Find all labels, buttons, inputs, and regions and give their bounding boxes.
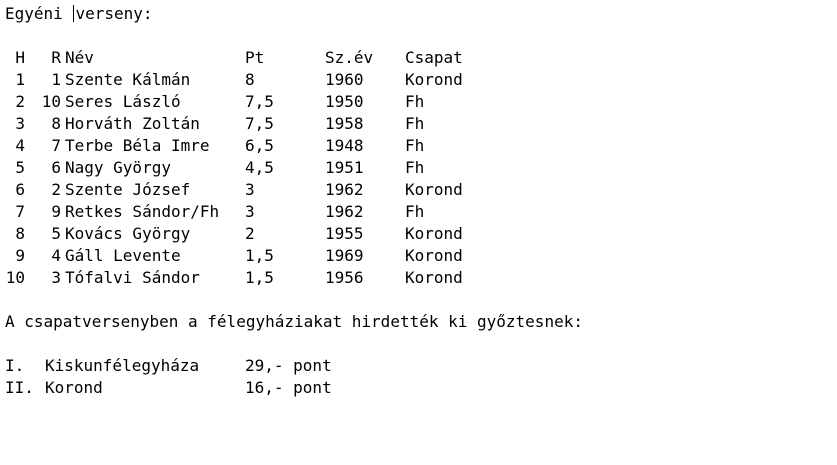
cell-h: 3 xyxy=(15,114,25,133)
cell-name: Terbe Béla Imre xyxy=(65,136,210,155)
cell-year: 1962 xyxy=(325,202,364,221)
table-row xyxy=(5,179,525,201)
cell-r: 5 xyxy=(51,224,61,243)
section-title-part2: verseny: xyxy=(75,4,153,23)
cell-h: 9 xyxy=(15,246,25,265)
table-row xyxy=(5,245,525,267)
cell-r: 6 xyxy=(51,158,61,177)
cell-pt: 4,5 xyxy=(245,158,274,177)
team-name: Korond xyxy=(45,378,103,397)
cell-team: Fh xyxy=(405,92,425,111)
table-row xyxy=(5,91,525,113)
cell-pt: 3 xyxy=(245,180,255,199)
cell-r: 3 xyxy=(51,268,61,287)
cell-team: Korond xyxy=(405,224,463,243)
cell-r: 7 xyxy=(51,136,61,155)
cell-name: Gáll Levente xyxy=(65,246,181,265)
team-rank: II. xyxy=(5,378,34,397)
team-points: 29,- pont xyxy=(245,356,332,375)
cell-r: 10 xyxy=(41,92,61,111)
cell-r: 8 xyxy=(51,114,61,133)
cell-year: 1956 xyxy=(325,268,364,287)
cell-pt: 2 xyxy=(245,224,255,243)
table-row xyxy=(5,157,525,179)
section-title xyxy=(5,3,153,25)
header-name: Név xyxy=(65,48,94,67)
cell-year: 1948 xyxy=(325,136,364,155)
table-row xyxy=(5,267,525,289)
cell-h: 10 xyxy=(5,268,25,287)
cell-team: Fh xyxy=(405,136,425,155)
table-row xyxy=(5,135,525,157)
cell-pt: 8 xyxy=(245,70,255,89)
cell-r: 9 xyxy=(51,202,61,221)
cell-pt: 7,5 xyxy=(245,92,274,111)
team-result-row xyxy=(5,377,405,399)
cell-pt: 7,5 xyxy=(245,114,274,133)
cell-team: Fh xyxy=(405,158,425,177)
cell-pt: 6,5 xyxy=(245,136,274,155)
cell-name: Seres László xyxy=(65,92,181,111)
team-result-row xyxy=(5,355,405,377)
table-row xyxy=(5,201,525,223)
cell-h: 2 xyxy=(15,92,25,111)
cell-year: 1962 xyxy=(325,180,364,199)
cell-name: Tófalvi Sándor xyxy=(65,268,200,287)
table-row xyxy=(5,223,525,245)
cell-name: Nagy György xyxy=(65,158,171,177)
cell-r: 4 xyxy=(51,246,61,265)
cell-h: 8 xyxy=(15,224,25,243)
cell-h: 4 xyxy=(15,136,25,155)
cell-h: 7 xyxy=(15,202,25,221)
table-row xyxy=(5,113,525,135)
cell-team: Fh xyxy=(405,114,425,133)
cell-r: 2 xyxy=(51,180,61,199)
cell-pt: 3 xyxy=(245,202,255,221)
results-table-header xyxy=(5,47,525,69)
cell-team: Korond xyxy=(405,70,463,89)
cell-year: 1955 xyxy=(325,224,364,243)
cell-name: Szente Kálmán xyxy=(65,70,191,89)
cell-year: 1950 xyxy=(325,92,364,111)
cell-pt: 1,5 xyxy=(245,246,274,265)
cell-name: Horváth Zoltán xyxy=(65,114,200,133)
cell-year: 1958 xyxy=(325,114,364,133)
cell-year: 1951 xyxy=(325,158,364,177)
header-team: Csapat xyxy=(405,48,463,67)
cell-name: Retkes Sándor/Fh xyxy=(65,202,220,221)
cell-team: Korond xyxy=(405,246,463,265)
header-pt: Pt xyxy=(245,48,265,67)
cell-team: Fh xyxy=(405,202,425,221)
cell-pt: 1,5 xyxy=(245,268,274,287)
cell-h: 5 xyxy=(15,158,25,177)
header-r: R xyxy=(51,48,61,67)
team-competition-sentence: A csapatversenyben a félegyháziakat hirdették ki győztesnek: xyxy=(5,312,583,331)
section-title-part1: Egyéni xyxy=(5,4,73,23)
cell-r: 1 xyxy=(51,70,61,89)
header-h: H xyxy=(15,48,25,67)
team-points: 16,- pont xyxy=(245,378,332,397)
cell-team: Korond xyxy=(405,180,463,199)
cell-h: 1 xyxy=(15,70,25,89)
table-row xyxy=(5,69,525,91)
cell-team: Korond xyxy=(405,268,463,287)
team-name: Kiskunfélegyháza xyxy=(45,356,200,375)
cell-h: 6 xyxy=(15,180,25,199)
team-rank: I. xyxy=(5,356,25,375)
cell-name: Kovács György xyxy=(65,224,191,243)
header-year: Sz.év xyxy=(325,48,374,67)
cell-name: Szente József xyxy=(65,180,191,199)
cell-year: 1960 xyxy=(325,70,364,89)
cell-year: 1969 xyxy=(325,246,364,265)
